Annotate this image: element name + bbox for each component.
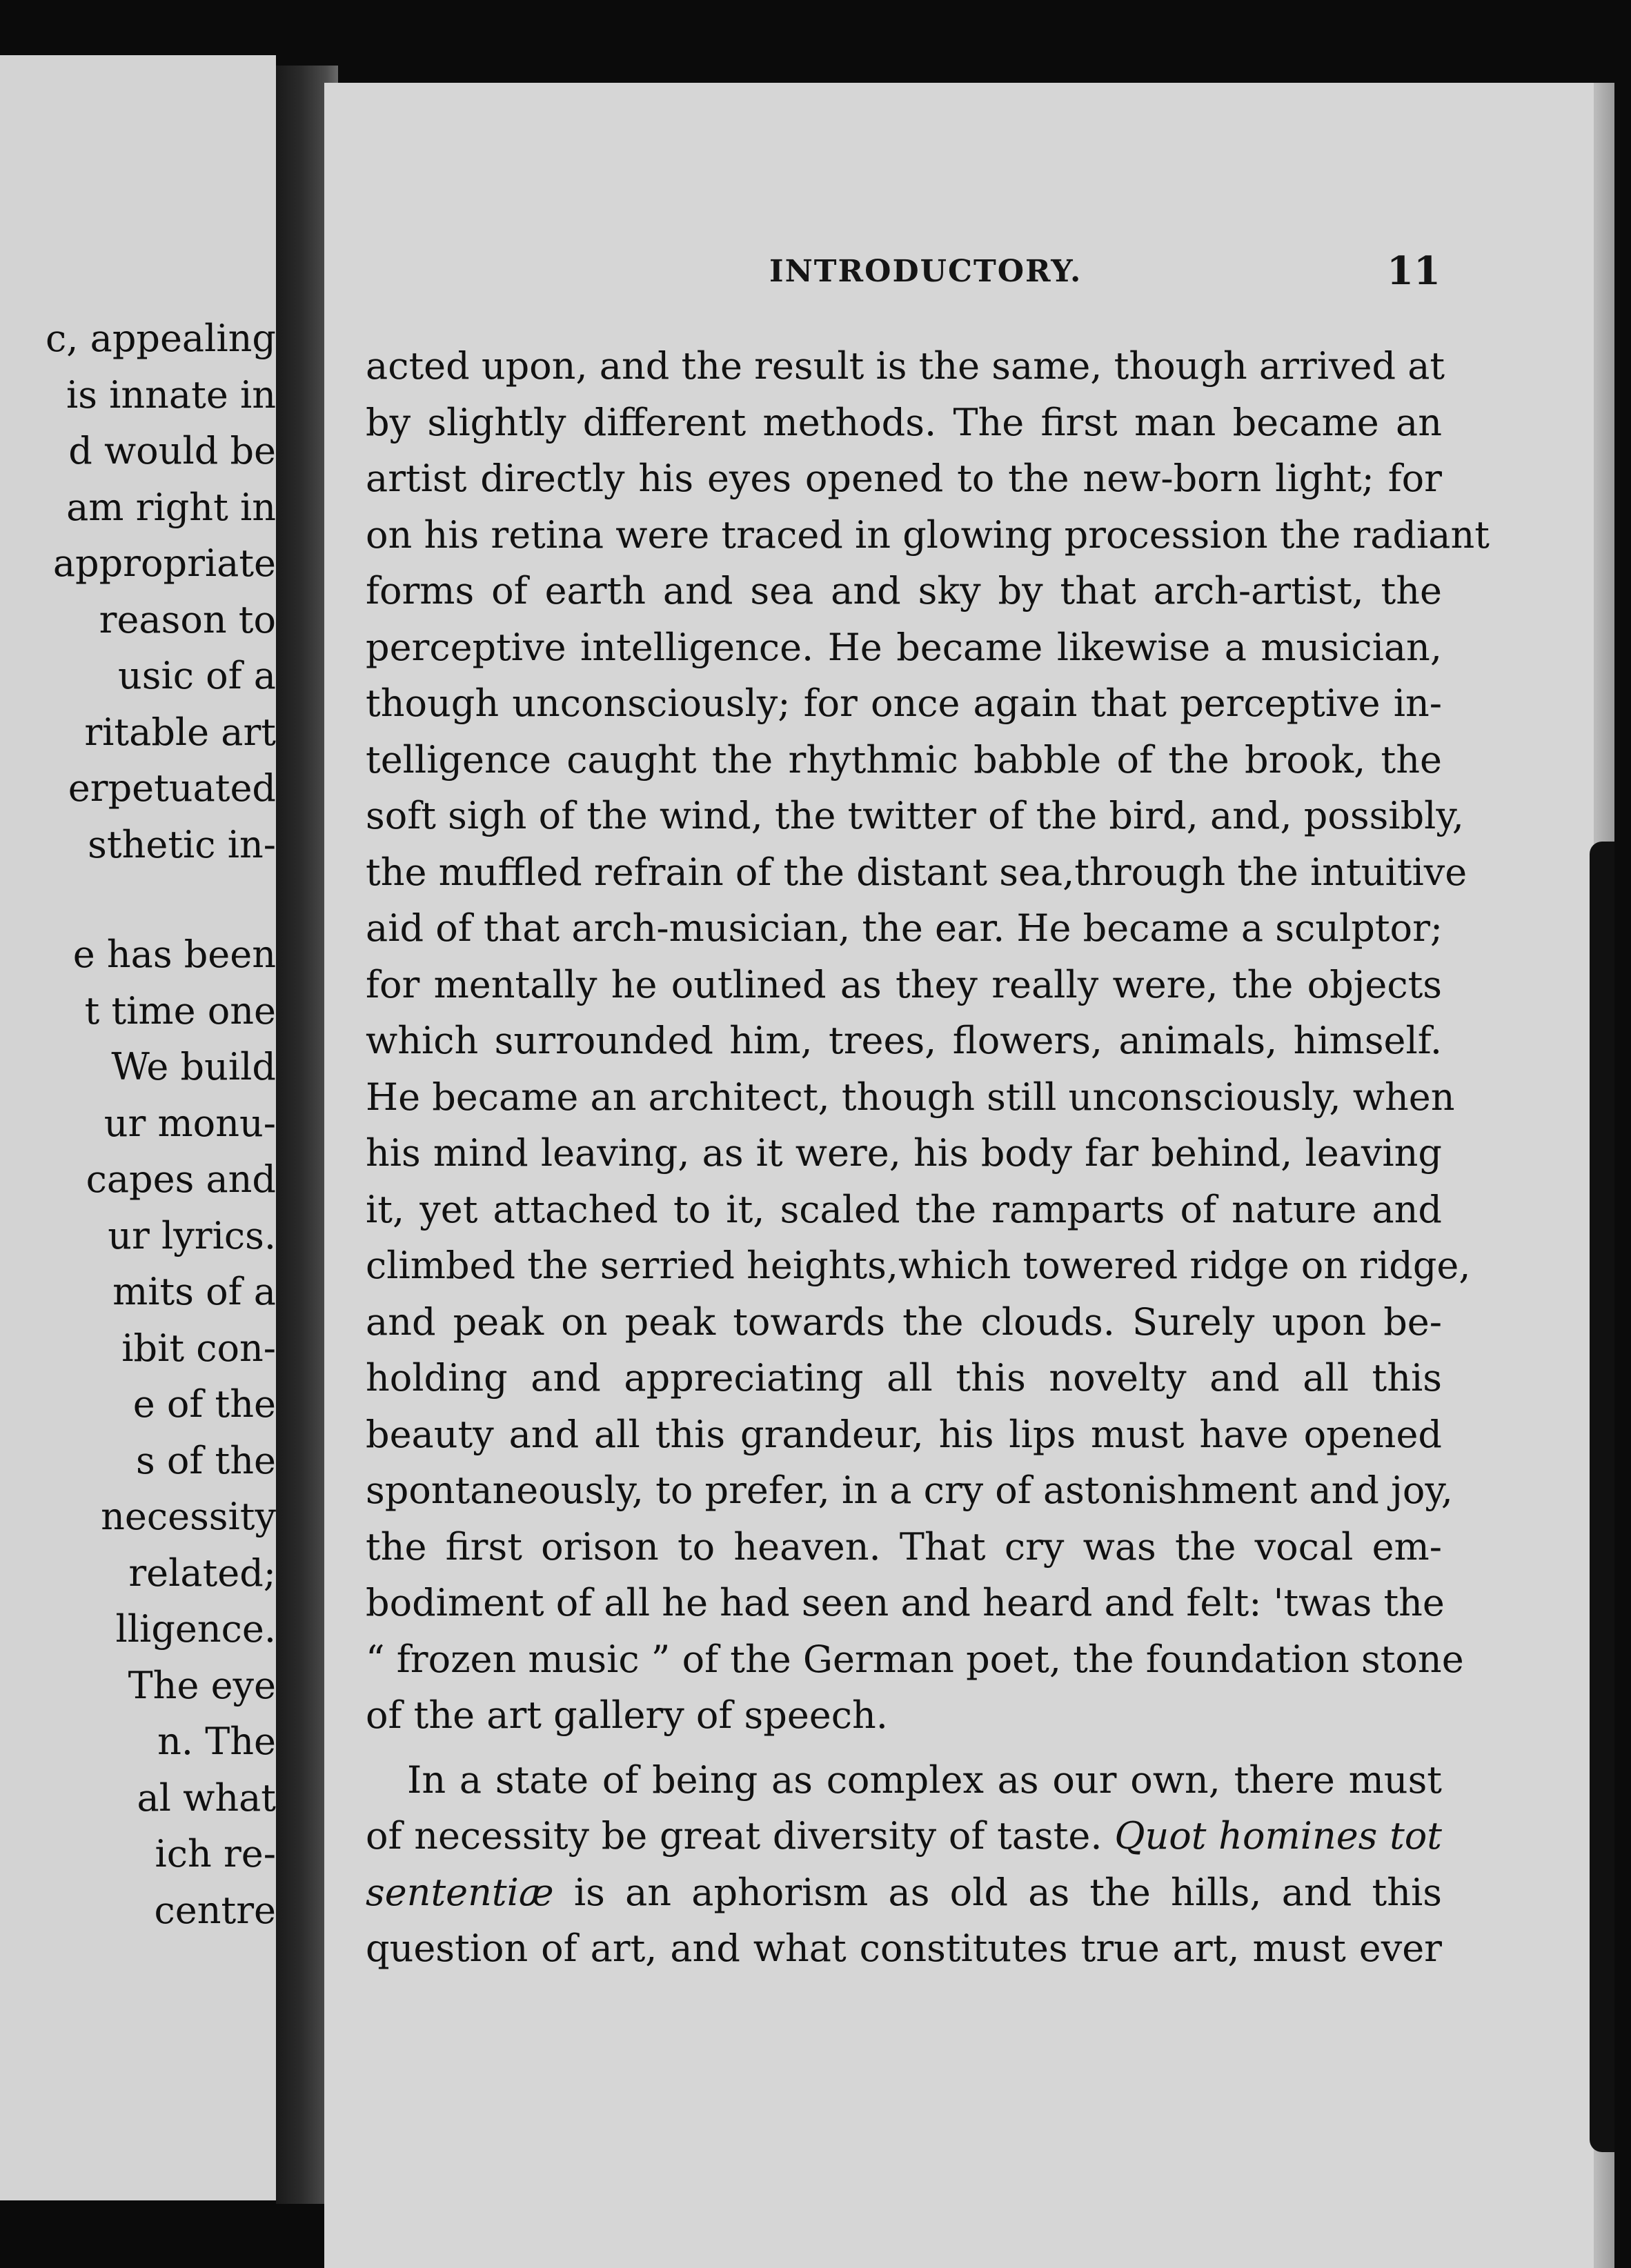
text-line: artist directly his eyes opened to the new-born light; for: [366, 457, 1442, 500]
left-line: appropriate: [52, 541, 276, 585]
left-line: n. The: [157, 1720, 276, 1763]
left-line: d would be: [68, 429, 276, 472]
left-line: erpetuated: [68, 766, 276, 810]
left-line: e of the: [132, 1382, 276, 1426]
text-line: bodiment of all he had seen and heard and felt: 'twas the: [366, 1581, 1445, 1624]
text-line: aid of that arch-musician, the ear. He became a sculptor;: [366, 906, 1443, 950]
text-line: [366, 1808, 1442, 1864]
text-line: of the art gallery of speech.: [366, 1693, 888, 1737]
running-head: [324, 248, 1614, 309]
left-line: ich re-: [155, 1832, 276, 1876]
left-line: c, appealing: [46, 317, 276, 360]
left-line: ritable art: [84, 710, 276, 754]
text-run: of necessity be great diversity of taste.: [366, 1814, 1115, 1858]
text-run: is an aphorism as old as the hills, and this: [553, 1870, 1442, 1914]
left-facing-page: [0, 55, 276, 2200]
left-line: sthetic in-: [88, 822, 276, 866]
left-line: centre: [154, 1888, 276, 1932]
left-line: e has been: [72, 933, 276, 976]
text-line: for mentally he outlined as they really were, the objects: [366, 962, 1442, 1006]
left-line: necessity: [101, 1495, 276, 1538]
left-line: s of the: [136, 1438, 276, 1482]
left-line: related;: [128, 1551, 276, 1595]
text-line: climbed the serried heights,which towered ridge on ridge,: [366, 1244, 1471, 1287]
paragraph: [366, 338, 1490, 1744]
left-line: The eye: [128, 1663, 276, 1707]
text-line: though unconsciously; for once again that perceptive in-: [366, 682, 1442, 725]
text-line: soft sigh of the wind, the twitter of the bird, and, possibly,: [366, 794, 1464, 837]
left-line: am right in: [66, 485, 276, 529]
paragraph: [366, 1752, 1442, 1977]
text-line: question of art, and what constitutes true art, must ever: [366, 1927, 1442, 1970]
left-page-text: [0, 310, 276, 1938]
text-line: forms of earth and sea and sky by that arch-artist, the: [366, 569, 1442, 613]
text-line: spontaneously, to prefer, in a cry of astonishment and joy,: [366, 1469, 1453, 1512]
left-line: We build: [111, 1045, 276, 1088]
latin-quote: Quot homines tot: [1114, 1814, 1442, 1858]
text-line: on his retina were traced in glowing procession the radiant: [366, 513, 1490, 557]
right-edge-smudge: [1590, 842, 1614, 2152]
text-line: perceptive intelligence. He became likewise a musician,: [366, 625, 1442, 669]
left-line: t time one: [84, 988, 276, 1033]
text-line: his mind leaving, as it were, his body far behind, leaving: [366, 1131, 1442, 1175]
left-line: reason to: [99, 597, 276, 641]
text-line: acted upon, and the result is the same, though arrived at: [366, 344, 1445, 388]
text-line: telligence caught the rhythmic babble of the brook, the: [366, 737, 1442, 782]
body-text: [366, 338, 1490, 1977]
left-line: capes and: [86, 1157, 276, 1201]
left-line: ur monu-: [103, 1101, 276, 1145]
left-line: usic of a: [117, 654, 276, 697]
left-line: ibit con-: [121, 1326, 276, 1370]
text-line: holding and appreciating all this novelty and all this: [366, 1356, 1442, 1400]
text-line: it, yet attached to it, scaled the ramparts of nature and: [366, 1187, 1442, 1231]
text-line: In a state of being as complex as our own, there must: [407, 1758, 1442, 1802]
text-line: by slightly different methods. The first man became an: [366, 400, 1442, 444]
left-line: is innate in: [66, 372, 276, 417]
page-number: 11: [1387, 248, 1441, 294]
latin-quote: sententiæ: [366, 1870, 554, 1914]
left-line: lligence.: [115, 1607, 276, 1651]
text-line: and peak on peak towards the clouds. Surely upon be-: [366, 1300, 1442, 1344]
text-line: beauty and all this grandeur, his lips must have opened: [366, 1412, 1442, 1456]
left-line: ur lyrics.: [108, 1213, 276, 1257]
main-page: [324, 83, 1614, 2268]
running-head-title: INTRODUCTORY.: [769, 254, 1083, 289]
text-line: which surrounded him, trees, flowers, animals, himself.: [366, 1019, 1442, 1062]
text-line: [366, 1864, 1442, 1921]
left-line: mits of a: [112, 1270, 276, 1313]
text-line: He became an architect, though still unconsciously, when: [366, 1075, 1455, 1119]
text-line: “ frozen music ” of the German poet, the foundation stone: [366, 1637, 1464, 1681]
text-line: the muffled refrain of the distant sea,through the intuitive: [366, 850, 1467, 894]
text-line: the first orison to heaven. That cry was the vocal em-: [366, 1524, 1442, 1569]
left-line: al what: [137, 1775, 276, 1820]
